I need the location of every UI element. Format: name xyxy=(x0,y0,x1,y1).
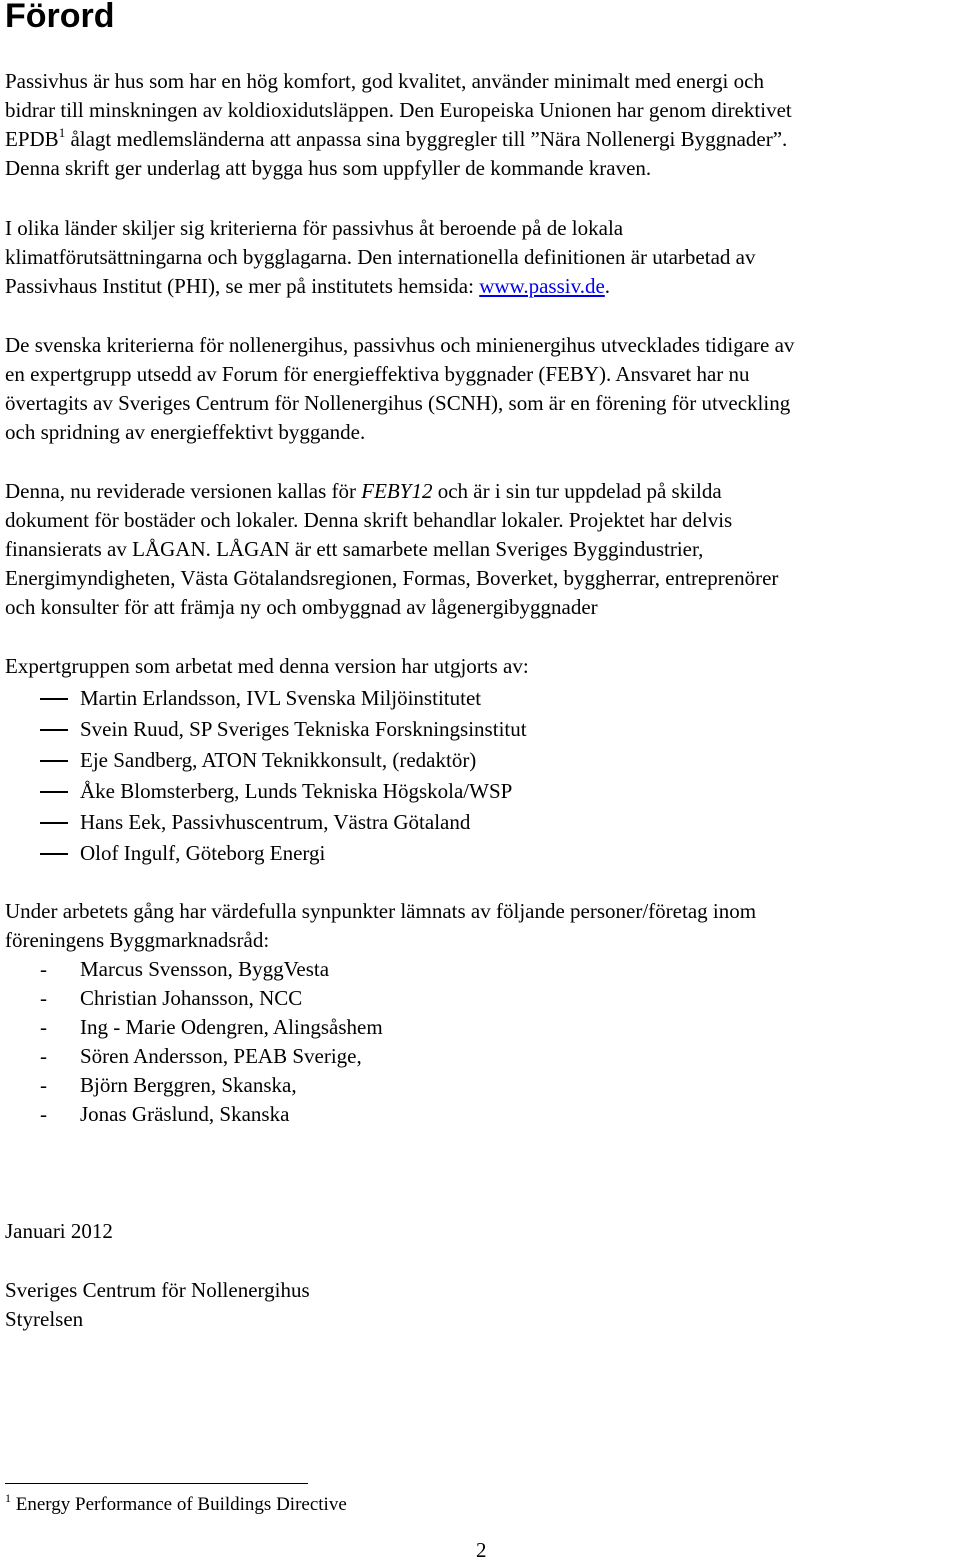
text-line: Under arbetets gång har värdefulla synpunkter lämnats av följande personer/företag inom xyxy=(5,899,757,923)
dash-bullet xyxy=(40,822,68,824)
dash-bullet xyxy=(40,853,68,855)
feby12-emphasis: FEBY12 xyxy=(361,479,433,503)
list-item-text: Christian Johansson, NCC xyxy=(80,986,303,1010)
text-line xyxy=(5,125,960,154)
text-line: bidrar till minskningen av koldioxidutsläppen. Den Europeiska Unionen har genom direktivet xyxy=(5,98,792,122)
hyphen-bullet: - xyxy=(40,1102,47,1126)
page-title: Förord xyxy=(5,0,115,35)
text-fragment: . xyxy=(604,274,611,298)
paragraph-criteria xyxy=(5,214,960,301)
footnote-reference[interactable]: 1 xyxy=(58,125,66,140)
text-line: klimatförutsättningarna och bygglagarna. Den internationella definitionen är utarbetad av xyxy=(5,245,756,269)
dash-bullet xyxy=(40,698,68,700)
passiv-website-link[interactable]: www.passiv.de xyxy=(479,274,605,298)
signature-body: Styrelsen xyxy=(5,1307,84,1331)
hyphen-bullet: - xyxy=(40,1015,47,1039)
text-fragment: och är i sin tur uppdelad på skilda xyxy=(432,479,722,503)
text-line: och konsulter för att främja ny och ombyggnad av lågenergibyggnader xyxy=(5,595,598,619)
paragraph-intro xyxy=(5,67,960,183)
paragraph-swedish-criteria xyxy=(5,331,960,447)
text-fragment: ålagt medlemsländerna att anpassa sina byggregler till ”Nära Nollenergi Byggnader”. xyxy=(65,127,788,151)
page-number: 2 xyxy=(476,1538,487,1562)
hyphen-bullet: - xyxy=(40,986,47,1010)
text-fragment: Passivhaus Institut (PHI), se mer på institutets hemsida: xyxy=(5,274,480,298)
text-fragment: EPDB xyxy=(5,127,59,151)
list-item-text: Hans Eek, Passivhuscentrum, Västra Götaland xyxy=(80,810,471,834)
text-line: övertagits av Sveriges Centrum för Nollenergihus (SCNH), som är en förening för utveckling xyxy=(5,391,791,415)
footnote-mark: 1 xyxy=(5,1491,11,1505)
text-line: Denna skrift ger underlag att bygga hus som uppfyller de kommande kraven. xyxy=(5,156,652,180)
dash-bullet xyxy=(40,729,68,731)
text-line: en expertgrupp utsedd av Forum för energieffektiva byggnader (FEBY). Ansvaret har nu xyxy=(5,362,750,386)
footnote xyxy=(5,1493,347,1517)
list-item-text: Ing - Marie Odengren, Alingsåshem xyxy=(80,1015,383,1039)
list-item-text: Björn Berggren, Skanska, xyxy=(80,1073,297,1097)
expert-group-intro: Expertgruppen som arbetat med denna version har utgjorts av: xyxy=(5,654,529,678)
hyphen-bullet: - xyxy=(40,957,47,981)
text-line: föreningens Byggmarknadsråd: xyxy=(5,928,270,952)
dash-bullet xyxy=(40,791,68,793)
text-line: dokument för bostäder och lokaler. Denna skrift behandlar lokaler. Projektet har delvis xyxy=(5,508,733,532)
list-item-text: Svein Ruud, SP Sveriges Tekniska Forskningsinstitut xyxy=(80,717,527,741)
paragraph-feby12 xyxy=(5,477,960,622)
list-item-text: Åke Blomsterberg, Lunds Tekniska Högskola/WSP xyxy=(80,779,513,803)
list-item-text: Sören Andersson, PEAB Sverige, xyxy=(80,1044,362,1068)
text-line: finansierats av LÅGAN. LÅGAN är ett samarbete mellan Sveriges Byggindustrier, xyxy=(5,537,704,561)
text-fragment: Denna, nu reviderade versionen kallas för xyxy=(5,479,362,503)
footnote-separator xyxy=(5,1483,308,1484)
date-line: Januari 2012 xyxy=(5,1219,113,1243)
text-line: och spridning av energieffektivt byggande. xyxy=(5,420,366,444)
dash-bullet xyxy=(40,760,68,762)
hyphen-bullet: - xyxy=(40,1073,47,1097)
text-line: Passivhus är hus som har en hög komfort, god kvalitet, använder minimalt med energi och xyxy=(5,69,764,93)
list-item-text: Jonas Gräslund, Skanska xyxy=(80,1102,290,1126)
signature-org: Sveriges Centrum för Nollenergihus xyxy=(5,1278,310,1302)
list-item-text: Olof Ingulf, Göteborg Energi xyxy=(80,841,326,865)
text-line: Energimyndigheten, Västa Götalandsregionen, Formas, Boverket, byggherrar, entreprenörer xyxy=(5,566,779,590)
list-item-text: Marcus Svensson, ByggVesta xyxy=(80,957,330,981)
list-item-text: Martin Erlandsson, IVL Svenska Miljöinstitutet xyxy=(80,686,482,710)
market-council-intro xyxy=(5,897,960,955)
text-line: De svenska kriterierna för nollenergihus, passivhus och minienergihus utvecklades tidigare av xyxy=(5,333,795,357)
list-item-text: Eje Sandberg, ATON Teknikkonsult, (redaktör) xyxy=(80,748,477,772)
text-line xyxy=(5,272,960,301)
text-line: I olika länder skiljer sig kriterierna för passivhus åt beroende på de lokala xyxy=(5,216,624,240)
hyphen-bullet: - xyxy=(40,1044,47,1068)
text-line xyxy=(5,477,960,506)
footnote-text: Energy Performance of Buildings Directive xyxy=(11,1494,347,1515)
signature-block xyxy=(5,1276,960,1334)
